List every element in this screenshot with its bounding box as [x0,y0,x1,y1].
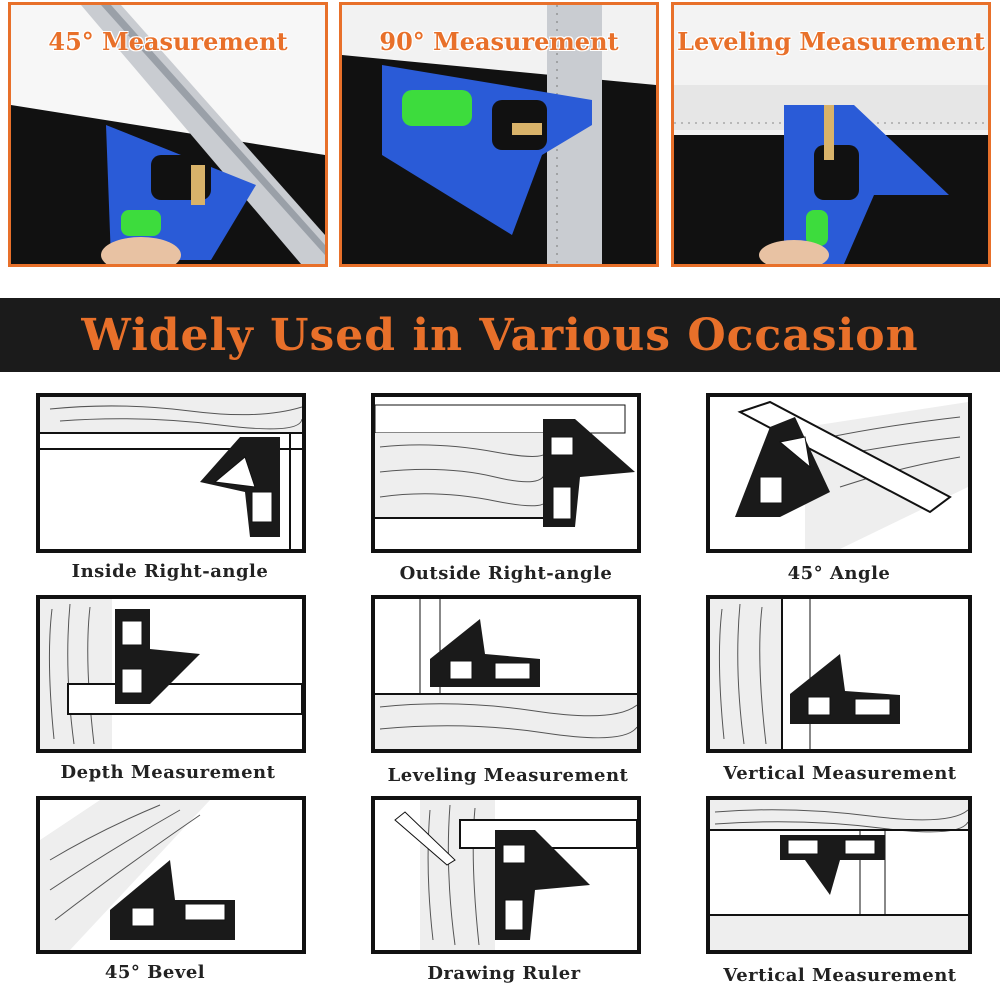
caption: Depth Measurement [60,762,276,783]
diagram-depth-measurement [36,595,306,753]
diagram-outside-right-angle [371,393,641,553]
caption: 45° Angle [787,563,891,584]
caption: Inside Right-angle [71,561,269,582]
diagram-45-bevel [36,796,306,954]
diagram-45-angle [706,393,972,553]
diagram-drawing-ruler [371,796,641,954]
photo-panel-90 [339,2,659,267]
diagram-leveling-measurement [371,595,641,753]
diagram-vertical-measurement-1 [706,595,972,753]
banner-title: Widely Used in Various Occasion [81,309,919,361]
photo-panel-leveling [671,2,991,267]
diagram-inside-right-angle [36,393,306,553]
diagram-vertical-measurement-2 [706,796,972,954]
caption: Drawing Ruler [427,963,581,984]
photo-panel-45 [8,2,328,267]
usage-banner [0,298,1000,372]
photo-title: 90° Measurement [379,27,619,56]
caption: Vertical Measurement [723,763,957,784]
caption: 45° Bevel [104,962,206,983]
caption: Vertical Measurement [723,965,957,986]
caption: Leveling Measurement [387,765,629,786]
caption: Outside Right-angle [399,563,613,584]
photo-title: 45° Measurement [48,27,288,56]
photo-title: Leveling Measurement [677,27,985,56]
